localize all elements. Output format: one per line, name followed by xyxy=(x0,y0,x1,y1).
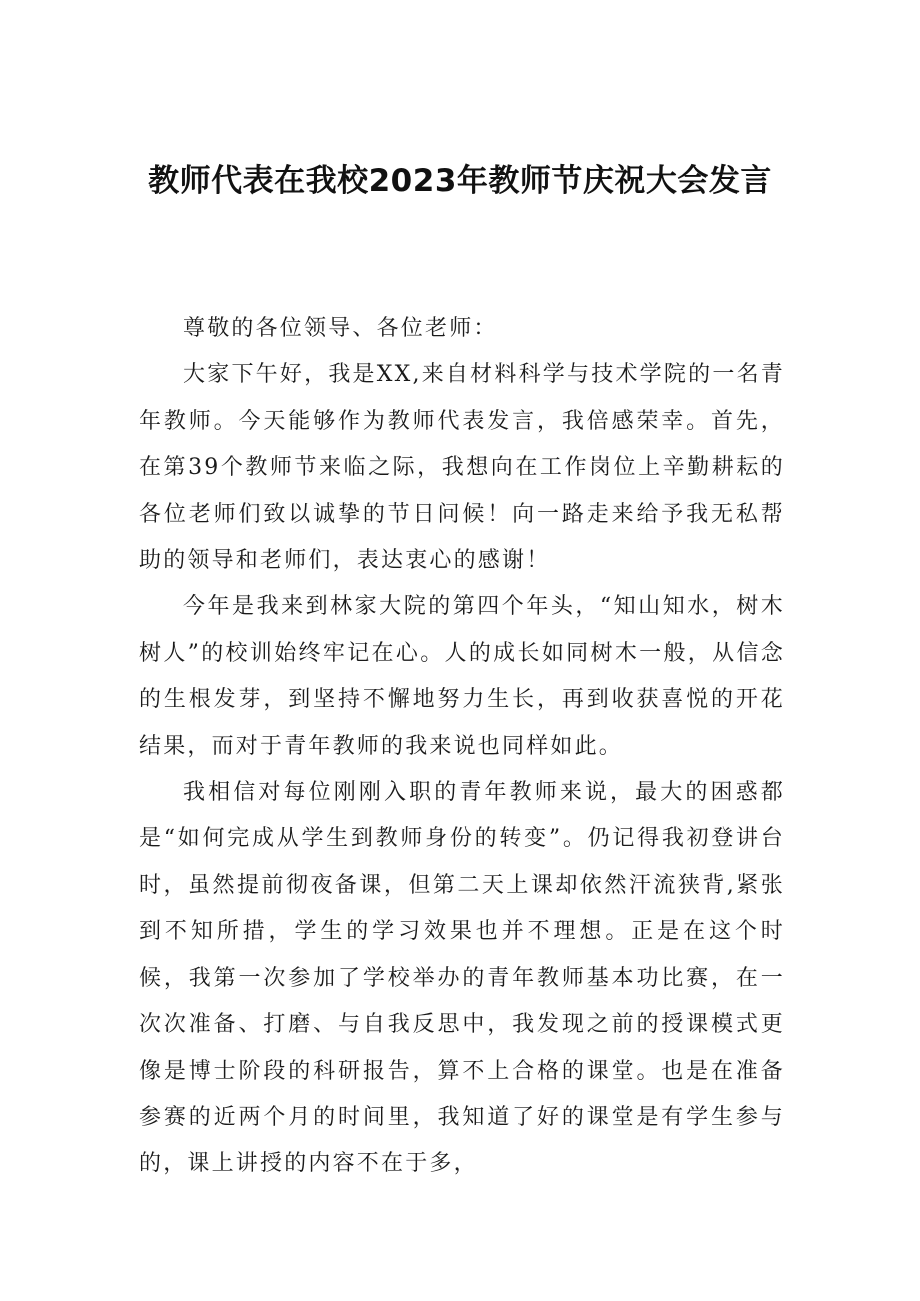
body-paragraph: 今年是我来到林家大院的第四个年头，“知山知水，树木树人”的校训始终牢记在心。人的成长如同树木一般，从信念的生根发芽，到坚持不懈地努力生长，再到收获喜悦的开花结果，而对于青年教师的我来说也同样如此。 xyxy=(139,594,785,759)
document-title: 教师代表在我校2023年教师节庆祝大会发言 xyxy=(148,163,772,199)
body-paragraph: 我相信对每位刚刚入职的青年教师来说，最大的困惑都是“如何完成从学生到教师身份的转变”。仍记得我初登讲台时，虽然提前彻夜备课，但第二天上课却依然汗流狭背,紧张到不知所措，学生的学习效果也并不理想。正是在这个时候，我第一次参加了学校举办的青年教师基本功比赛，在一次次准备、打磨、与自我反思中，我发现之前的授课模式更像是博士阶段的科研报告，算不上合格的课堂。也是在准备参赛的近两个月的时间里，我知道了好的课堂是有学生参与的，课上讲授的内容不在于多， xyxy=(139,780,785,1177)
salutation-paragraph: 尊敬的各位领导、各位老师： xyxy=(183,316,498,341)
body-paragraph: 大家下午好，我是XX,来自材料科学与技术学院的一名青年教师。今天能够作为教师代表发言，我倍感荣幸。首先，在第39个教师节来临之际，我想向在工作岗位上辛勤耕耘的各位老师们致以诚挚的节日问候！向一路走来给予我无私帮助的领导和老师们，表达衷心的感谢！ xyxy=(139,362,785,574)
document-body xyxy=(139,306,785,1188)
